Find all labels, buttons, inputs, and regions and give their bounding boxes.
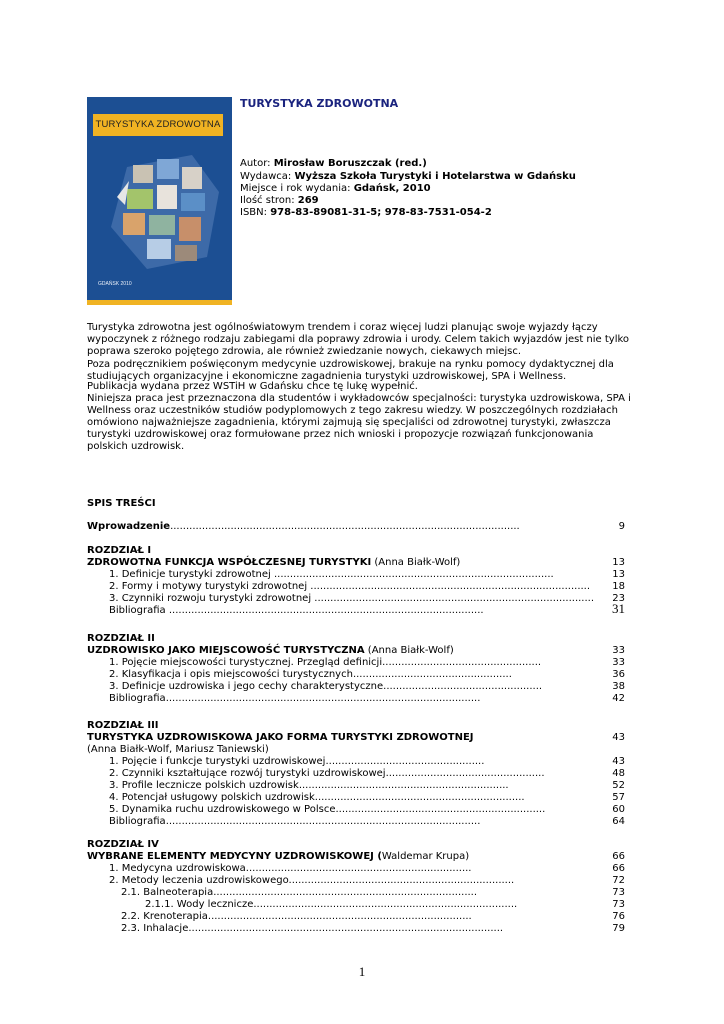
cover-bottom-stripe (87, 300, 232, 305)
chapter-authors: (Anna Białk-Wolf) (371, 557, 461, 568)
toc-item-label: 1. Pojęcie i funkcje turystyki uzdrowiskowej (109, 756, 326, 767)
chapter-title-row (87, 732, 625, 744)
toc-page: 66 (612, 851, 625, 862)
description-paragraph: Poza podręcznikiem poświęconym medycynie uzdrowiskowej, brakuje na rynku pomocy dydaktycznej dla studiujących organizacyjne i ekonomiczne zagadnienia turystyki uzdrowiskowej, SPA i Wellness. (87, 359, 614, 382)
toc-bibliography-row: Bibliografia................................................................................................... 64 (109, 816, 625, 827)
toc-item-label: 1. Pojęcie miejscowości turystycznej. Przegląd definicji (109, 657, 383, 668)
cover-title: TURYSTYKA ZDROWOTNA (93, 114, 223, 136)
toc-item-row: 2.1.1. Wody lecznicze................................................................................... 73 (145, 899, 625, 910)
toc-page: 66 (612, 863, 625, 874)
chapter-authors: (Anna Białk-Wolf) (364, 645, 454, 656)
toc-page: 36 (612, 669, 625, 680)
chapter-number: ROZDZIAŁ I (87, 545, 152, 556)
toc-item-label: 2. Formy i motywy turystyki zdrowotnej (109, 581, 308, 592)
toc-item-label: 3. Definicje uzdrowiska i jego cechy charakterystyczne (109, 681, 384, 692)
toc-page: 13 (612, 569, 625, 580)
toc-item-row: 2.2. Krenoterapia................................................................................... 76 (121, 911, 625, 922)
toc-page: 52 (612, 780, 625, 791)
place-label: Miejsce i rok wydania: (240, 183, 354, 194)
author-value: Mirosław Boruszczak (red.) (273, 158, 427, 169)
toc-page: 64 (612, 816, 625, 827)
description-paragraph: Publikacja wydana przez WSTiH w Gdańsku chce tę lukę wypełnić. (87, 381, 418, 392)
chapter-title-row (87, 645, 625, 657)
toc-item-label: 1. Definicje turystyki zdrowotnej (109, 569, 271, 580)
description-paragraph: Niniejsza praca jest przeznaczona dla studentów i wykładowców specjalności: turystyka uzdrowiskowa, SPA i Wellness oraz uczestników studiów podyplomowych z tego zakresu wiedzy. W poszczególnych rozdziałach omówiono najważniejsze zagadnienia, którymi zajmują się specjaliści od zdrowotnej turystyki, zwłaszcza turystyki uzdrowiskowej oraz formułowane przez nich wnioski i propozycje rozwiązań funkcjonowania polskich uzdrowisk. (87, 393, 631, 452)
toc-item-row: 3. Profile lecznicze polskich uzdrowisk.................................................................. 52 (109, 780, 625, 791)
chapter-title: UZDROWISKO JAKO MIEJSCOWOŚĆ TURYSTYCZNA (87, 645, 365, 656)
toc-item-row: 2. Klasyfikacja i opis miejscowości turystycznych.................................................. 36 (109, 669, 625, 680)
toc-item-label: 5. Dynamika ruchu uzdrowiskowego w Polsce (109, 804, 336, 815)
toc-item-row: 1. Pojęcie miejscowości turystycznej. Przegląd definicji.................................................. 33 (109, 657, 625, 668)
toc-item-row: 4. Potencjał usługowy polskich uzdrowisk.................................................................. 57 (109, 792, 625, 803)
isbn-label: ISBN: (240, 207, 271, 218)
toc-item-label: 4. Potencjał usługowy polskich uzdrowisk (109, 792, 315, 803)
chapter-number: ROZDZIAŁ III (87, 720, 159, 731)
toc-page: 33 (612, 645, 625, 656)
chapter-number: ROZDZIAŁ II (87, 633, 155, 644)
toc-item-label: 3. Czynniki rozwoju turystyki zdrowotnej (109, 593, 312, 604)
toc-page: 23 (612, 593, 625, 604)
toc-page: 48 (612, 768, 625, 779)
toc-item-label: 2. Metody leczenia uzdrowiskowego (109, 875, 289, 886)
chapter-authors: Waldemar Krupa) (381, 851, 470, 862)
chapter-title: TURYSTYKA UZDROWISKOWA JAKO FORMA TURYSTYKI ZDROWOTNEJ (87, 732, 474, 743)
toc-item-row: 1. Pojęcie i funkcje turystyki uzdrowiskowej.................................................. 43 (109, 756, 625, 767)
publisher-label: Wydawca: (240, 171, 295, 182)
toc-page: 43 (612, 756, 625, 767)
toc-item-row: 2.3. Inhalacje................................................................................................... 79 (121, 923, 625, 934)
description-paragraph: Turystyka zdrowotna jest ogólnoświatowym trendem i coraz więcej ludzi planując swoje wyjazdy łączy wypoczynek z różnego rodzaju zabiegami dla poprawy zdrowia i urody. Celem takich wyjazdów jest nie tylko poprawa szeroko pojętego zdrowia, ale również zwiedzanie nowych, ciekawych miejsc. (87, 322, 630, 357)
toc-page: 31 (612, 601, 625, 616)
toc-item-row: 3. Czynniki rozwoju turystyki zdrowotnej ........................................................................................ 23 (109, 593, 625, 604)
toc-item-row: 1. Medycyna uzdrowiskowa....................................................................... 66 (109, 863, 625, 874)
toc-item-label: 2.3. Inhalacje (121, 923, 189, 934)
chapter-title-row (87, 851, 625, 863)
toc-item-row: 2. Formy i motywy turystyki zdrowotnej ........................................................................................ 18 (109, 581, 625, 592)
toc-page: 72 (612, 875, 625, 886)
toc-page: 73 (612, 887, 625, 898)
page-number: 1 (358, 964, 366, 979)
toc-entry: Wprowadzenie.............................................................................................................. (87, 521, 520, 532)
toc-item-label: 3. Profile lecznicze polskich uzdrowisk (109, 780, 299, 791)
toc-item-label: 2.2. Krenoterapia (121, 911, 208, 922)
toc-heading: SPIS TREŚCI (87, 498, 156, 509)
toc-item-row: 1. Definicje turystyki zdrowotnej ........................................................................................ 13 (109, 569, 625, 580)
toc-page: 38 (612, 681, 625, 692)
pages-label: Ilość stron: (240, 195, 298, 206)
toc-page: 79 (612, 923, 625, 934)
toc-intro-row (87, 521, 625, 533)
author-label: Autor: (240, 158, 274, 169)
publisher-value: Wyższa Szkoła Turystyki i Hotelarstwa w Gdańsku (294, 171, 576, 182)
toc-item-label: 2.1.1. Wody lecznicze (145, 899, 254, 910)
toc-item-row: 2.1. Balneoterapia................................................................................... 73 (121, 887, 625, 898)
book-cover (87, 97, 232, 305)
toc-page: 73 (612, 899, 625, 910)
pages-value: 269 (297, 195, 319, 206)
toc-page: 18 (612, 581, 625, 592)
toc-page: 43 (612, 732, 625, 743)
toc-page: 42 (612, 693, 625, 704)
toc-item-label: Bibliografia (109, 816, 166, 827)
toc-item-label: 2. Klasyfikacja i opis miejscowości turystycznych (109, 669, 353, 680)
toc-item-label: 1. Medycyna uzdrowiskowa (109, 863, 246, 874)
isbn-line (240, 206, 492, 219)
toc-item-row: 2. Czynniki kształtujące rozwój turystyki uzdrowiskowej.................................................. 48 (109, 768, 625, 779)
toc-page: 57 (612, 792, 625, 803)
chapter-title-row (87, 557, 625, 569)
toc-page: 60 (612, 804, 625, 815)
toc-bibliography-row: Bibliografia ................................................................................................... 31 (109, 601, 625, 616)
book-title: TURYSTYKA ZDROWOTNA (240, 97, 399, 110)
toc-page: 9 (618, 521, 625, 532)
cover-footer: GDAŃSK 2010 (98, 281, 132, 287)
chapter-authors: (Anna Białk-Wolf, Mariusz Taniewski) (87, 744, 269, 755)
chapter-title: WYBRANE ELEMENTY MEDYCYNY UZDROWISKOWEJ ( (87, 851, 382, 862)
toc-item-label: 2. Czynniki kształtujące rozwój turystyki uzdrowiskowej (109, 768, 386, 779)
toc-page: 33 (612, 657, 625, 668)
toc-item-row: 2. Metody leczenia uzdrowiskowego....................................................................... 72 (109, 875, 625, 886)
toc-item-row: 5. Dynamika ruchu uzdrowiskowego w Polsce.................................................................. 60 (109, 804, 625, 815)
author-line (240, 157, 427, 170)
chapter-number: ROZDZIAŁ IV (87, 839, 159, 850)
chapter-title: ZDROWOTNA FUNKCJA WSPÓŁCZESNEJ TURYSTYKI (87, 557, 372, 568)
isbn-value: 978-83-89081-31-5; 978-83-7531-054-2 (270, 207, 492, 218)
toc-page: 76 (612, 911, 625, 922)
place-value: Gdańsk, 2010 (353, 183, 431, 194)
toc-item-label: Bibliografia (109, 693, 166, 704)
toc-bibliography-row: Bibliografia................................................................................................... 42 (109, 693, 625, 704)
toc-item-label: 2.1. Balneoterapia (121, 887, 214, 898)
toc-page: 13 (612, 557, 625, 568)
toc-item-row: 3. Definicje uzdrowiska i jego cechy charakterystyczne.................................................. 38 (109, 681, 625, 692)
toc-item-label: Bibliografia (109, 605, 166, 616)
